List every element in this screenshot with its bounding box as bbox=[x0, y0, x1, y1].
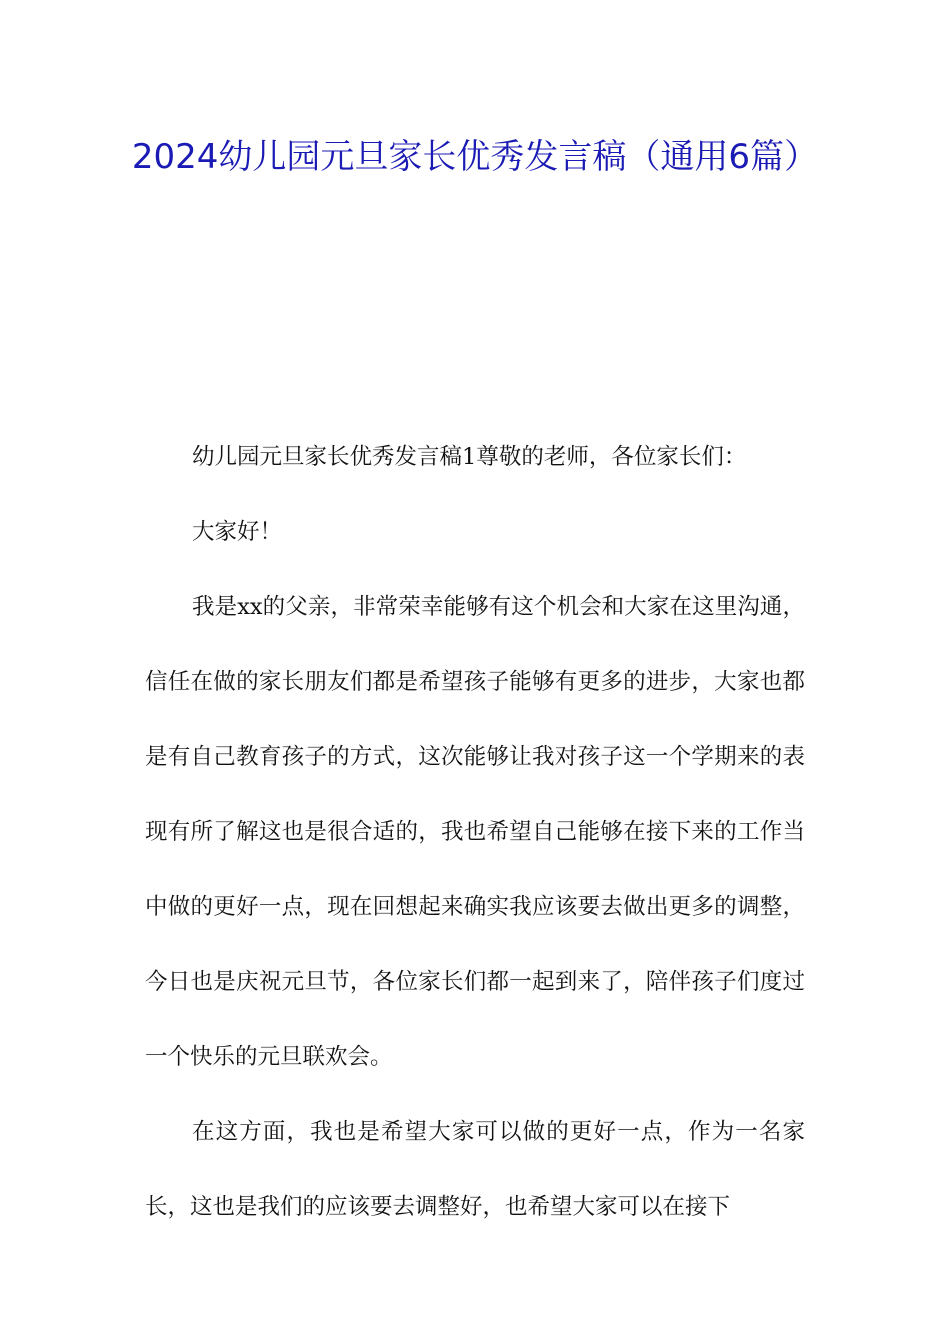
paragraph-introduction: 我是xx的父亲，非常荣幸能够有这个机会和大家在这里沟通，信任在做的家长朋友们都是希望孩子能够有更多的进步，大家也都是有自己教育孩子的方式，这次能够让我对孩子这一个学期来的表现有所了解这也是很合适的，我也希望自己能够在接下来的工作当中做的更好一点，现在回想起来确实我应该要去做出更多的调整，今日也是庆祝元旦节，各位家长们都一起到来了，陪伴孩子们度过一个快乐的元旦联欢会。 bbox=[145, 594, 805, 1070]
paragraph-greeting: 大家好！ bbox=[192, 519, 283, 545]
paragraph-continuation: 在这方面，我也是希望大家可以做的更好一点，作为一名家长，这也是我们的应该要去调整好，也希望大家可以在接下 bbox=[145, 1119, 805, 1220]
paragraph-salutation: 幼儿园元旦家长优秀发言稿1尊敬的老师，各位家长们： bbox=[192, 444, 747, 470]
document-body bbox=[145, 420, 805, 1245]
document-title: 2024幼儿园元旦家长优秀发言稿（通用6篇） bbox=[131, 137, 819, 177]
